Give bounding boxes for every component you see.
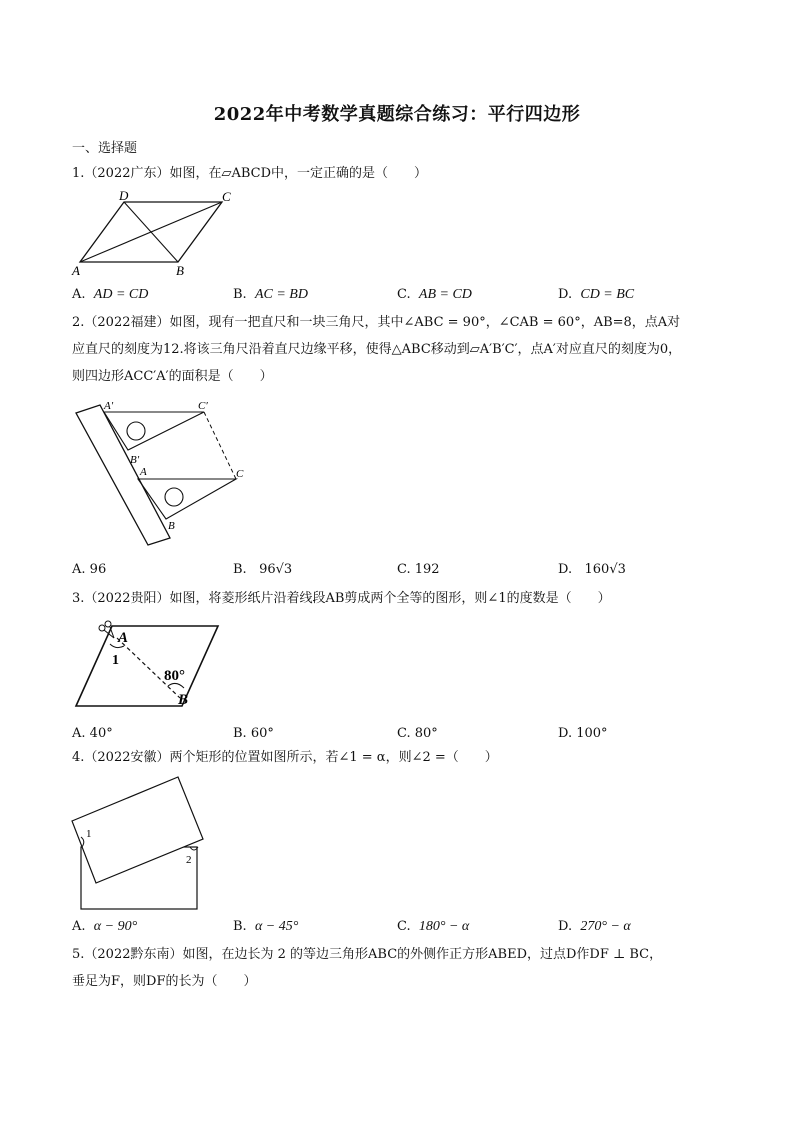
- q3-option-c: C. 80°: [397, 726, 438, 741]
- q2-label-c-prime: C′: [198, 400, 208, 412]
- q1-option-c: C. AB = CD: [397, 287, 472, 302]
- q4-option-a: A. α − 90°: [72, 919, 138, 934]
- q2-stem-line3: 则四边形ACC′A′的面积是（ ）: [72, 369, 273, 384]
- q4-option-c: C. 180° − α: [397, 919, 470, 934]
- q2-triangle-hole-lower: [165, 488, 183, 506]
- q3-option-b: B. 60°: [233, 726, 274, 741]
- q2-label-b: B: [168, 520, 175, 532]
- q2-triangle-lower: [138, 479, 236, 519]
- q4-stem: 4.（2022安徽）两个矩形的位置如图所示，若∠1 = α，则∠2 =（ ）: [72, 750, 498, 765]
- q2-label-c: C: [236, 468, 244, 480]
- q3-option-d: D. 100°: [558, 726, 608, 741]
- section-heading: 一、选择题: [72, 141, 138, 156]
- q3-rhombus: [76, 626, 218, 706]
- q2-option-a: A. 96: [72, 562, 107, 577]
- q4-option-d: D. 270° − α: [558, 919, 631, 934]
- q4-tilted-rectangle: [72, 777, 203, 883]
- q1-diagonal-bd: [124, 202, 178, 262]
- q3-label-angle80: 80°: [164, 668, 185, 684]
- q2-ruler: [76, 405, 170, 545]
- q3-rhombus-figure: [72, 618, 232, 713]
- q4-label-angle1: 1: [86, 828, 92, 840]
- q1-stem: 1.（2022广东）如图，在▱ABCD中，一定正确的是（ ）: [72, 166, 428, 181]
- q2-option-b: B. 96√3: [233, 562, 293, 577]
- q3-angle80-arc: [168, 683, 184, 688]
- q2-label-a: A: [140, 466, 147, 478]
- q1-label-b: B: [176, 263, 184, 278]
- q1-label-d: D: [119, 190, 129, 203]
- q2-option-c: C. 192: [397, 562, 440, 577]
- q3-option-a: A. 40°: [72, 726, 113, 741]
- q2-stem-line1: 2.（2022福建）如图，现有一把直尺和一块三角尺，其中∠ABC = 90°，∠CAB = 60°，AB=8，点A对: [72, 315, 681, 330]
- q2-label-a-prime: A′: [104, 400, 114, 412]
- q2-stem-line2: 应直尺的刻度为12.将该三角尺沿着直尺边缘平移，使得△ABC移动到▱A′B′C′，点A′对应直尺的刻度为0，: [72, 342, 682, 357]
- q3-label-angle1: 1: [112, 653, 119, 668]
- q1-option-a: A. AD = CD: [72, 287, 149, 302]
- q1-label-a: A: [72, 263, 80, 278]
- q2-triangle-hole-upper: [127, 422, 145, 440]
- q1-option-d: D. CD = BC: [558, 287, 635, 302]
- q5-stem-line2: 垂足为F，则DF的长为（ ）: [72, 974, 257, 989]
- q3-label-a: A: [118, 630, 129, 646]
- q2-ruler-triangle-figure: [70, 395, 260, 555]
- q4-rectangles-figure: [68, 773, 228, 913]
- q1-option-b: B. AC = BD: [233, 287, 308, 302]
- page-title: 2022年中考数学真题综合练习：平行四边形: [213, 104, 581, 125]
- q4-label-angle2: 2: [186, 854, 192, 866]
- scissors-icon: [99, 621, 114, 638]
- q4-option-b: B. α − 45°: [233, 919, 299, 934]
- q2-option-d: D. 160√3: [558, 562, 626, 577]
- q3-label-b: B: [178, 692, 189, 708]
- q2-label-b-prime: B′: [130, 454, 140, 466]
- q1-label-c: C: [222, 190, 231, 204]
- q2-dashed-cc: [204, 412, 236, 479]
- q5-stem-line1: 5.（2022黔东南）如图，在边长为 2 的等边三角形ABC的外侧作正方形ABED，过点D作DF ⊥ BC，: [72, 947, 663, 962]
- q1-parallelogram-figure: [70, 190, 240, 280]
- q3-stem: 3.（2022贵阳）如图，将菱形纸片沿着线段AB剪成两个全等的图形，则∠1的度数是（ ）: [72, 591, 611, 606]
- q2-triangle-upper: [104, 412, 204, 450]
